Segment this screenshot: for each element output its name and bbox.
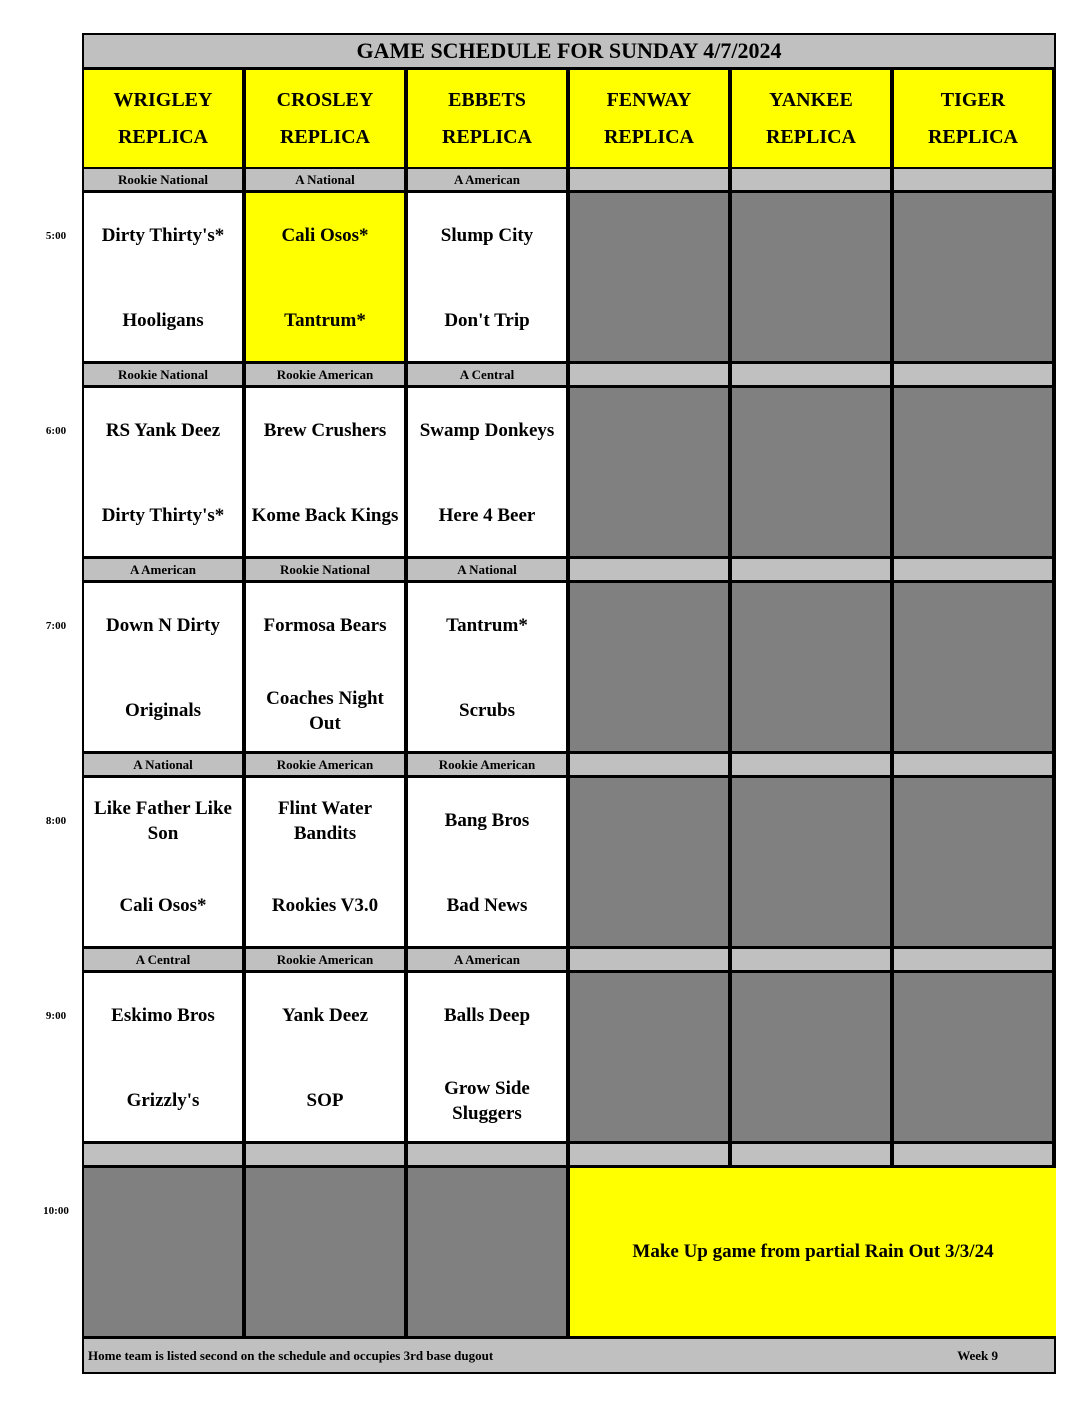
game-cell[interactable] <box>84 388 242 556</box>
venue-sub: REPLICA <box>765 125 856 148</box>
empty-slot <box>570 973 728 1141</box>
division-label: A Central <box>408 364 566 385</box>
venue-header-fenway <box>570 70 728 167</box>
home-team: Cali Osos* <box>119 895 207 916</box>
home-team: Here 4 Beer <box>438 505 536 526</box>
division-blank <box>732 559 890 580</box>
footer-bar <box>84 1339 1054 1372</box>
division-label: A American <box>408 949 566 970</box>
empty-slot <box>894 388 1052 556</box>
division-blank <box>732 1144 890 1165</box>
home-team: Kome Back Kings <box>251 505 399 526</box>
division-blank <box>570 169 728 190</box>
away-team: Like Father Like Son <box>94 797 232 844</box>
home-team: Grow Side Sluggers <box>444 1077 530 1124</box>
home-team: Scrubs <box>459 700 515 721</box>
game-cell[interactable] <box>408 388 566 556</box>
game-cell[interactable] <box>408 973 566 1141</box>
division-blank <box>570 754 728 775</box>
division-label: Rookie American <box>246 754 404 775</box>
time-label: 8:00 <box>45 815 67 827</box>
division-label: Rookie American <box>408 754 566 775</box>
division-label: Rookie National <box>84 364 242 385</box>
division-label: Rookie National <box>246 559 404 580</box>
makeup-note: Make Up game from partial Rain Out 3/3/24 <box>570 1168 1056 1336</box>
empty-slot <box>732 778 890 946</box>
away-team: Balls Deep <box>443 1005 531 1026</box>
empty-slot <box>408 1168 566 1336</box>
time-label: 6:00 <box>45 425 67 437</box>
empty-slot <box>570 778 728 946</box>
away-team: Flint Water Bandits <box>277 797 373 844</box>
home-team: Don't Trip <box>444 310 530 331</box>
game-cell[interactable] <box>84 583 242 751</box>
home-team: Rookies V3.0 <box>271 895 379 916</box>
venue-sub: REPLICA <box>927 125 1018 148</box>
time-label: 5:00 <box>45 230 67 242</box>
empty-slot <box>732 388 890 556</box>
venue-name: YANKEE <box>769 88 853 111</box>
game-cell[interactable] <box>408 193 566 361</box>
away-team: RS Yank Deez <box>105 420 221 441</box>
venue-header-yankee <box>732 70 890 167</box>
division-blank <box>246 1144 404 1165</box>
empty-slot <box>894 583 1052 751</box>
division-label: A Central <box>84 949 242 970</box>
home-team: SOP <box>306 1090 344 1111</box>
game-cell[interactable] <box>246 193 404 361</box>
division-blank <box>894 169 1052 190</box>
time-label: 10:00 <box>43 1205 69 1217</box>
game-cell[interactable] <box>246 973 404 1141</box>
division-blank <box>570 364 728 385</box>
empty-slot <box>570 388 728 556</box>
division-label: Rookie National <box>84 169 242 190</box>
away-team: Down N Dirty <box>106 615 220 636</box>
game-cell[interactable] <box>408 583 566 751</box>
division-blank <box>732 754 890 775</box>
empty-slot <box>732 583 890 751</box>
venue-name: TIGER <box>940 88 1006 111</box>
division-blank <box>570 1144 728 1165</box>
game-cell[interactable] <box>246 388 404 556</box>
division-blank <box>84 1144 242 1165</box>
away-team: Swamp Donkeys <box>419 420 555 441</box>
division-label: A National <box>246 169 404 190</box>
away-team: Tantrum* <box>446 615 528 636</box>
away-team: Slump City <box>440 225 534 246</box>
division-label: A National <box>408 559 566 580</box>
division-blank <box>408 1144 566 1165</box>
schedule-title: GAME SCHEDULE FOR SUNDAY 4/7/2024 <box>84 35 1054 67</box>
venue-sub: REPLICA <box>279 125 370 148</box>
venue-header-tiger <box>894 70 1052 167</box>
week-label: Week 9 <box>957 1347 998 1363</box>
division-blank <box>894 1144 1052 1165</box>
division-label: A National <box>84 754 242 775</box>
empty-slot <box>894 193 1052 361</box>
division-label: A American <box>408 169 566 190</box>
division-blank <box>732 169 890 190</box>
away-team: Eskimo Bros <box>111 1005 215 1026</box>
time-label: 7:00 <box>45 620 67 632</box>
away-team: Yank Deez <box>281 1005 369 1026</box>
away-team: Dirty Thirty's* <box>101 225 225 246</box>
venue-name: CROSLEY <box>276 88 374 111</box>
division-blank <box>894 364 1052 385</box>
division-label: Rookie American <box>246 364 404 385</box>
venue-sub: REPLICA <box>117 125 208 148</box>
schedule-grid <box>82 33 1056 1374</box>
venue-name: EBBETS <box>448 88 526 111</box>
division-blank <box>570 949 728 970</box>
empty-slot <box>84 1168 242 1336</box>
division-label: Rookie American <box>246 949 404 970</box>
empty-slot <box>570 193 728 361</box>
away-team: Cali Osos* <box>281 225 369 246</box>
venue-sub: REPLICA <box>603 125 694 148</box>
empty-slot <box>732 193 890 361</box>
division-blank <box>570 559 728 580</box>
division-blank <box>894 754 1052 775</box>
venue-header-wrigley <box>84 70 242 167</box>
venue-name: WRIGLEY <box>113 88 213 111</box>
footer-note: Home team is listed second on the schedule and occupies 3rd base dugout <box>88 1347 494 1363</box>
away-team: Brew Crushers <box>263 420 387 441</box>
home-team: Dirty Thirty's* <box>101 505 225 526</box>
home-team: Originals <box>124 700 201 721</box>
game-cell[interactable] <box>84 973 242 1141</box>
game-cell[interactable] <box>246 583 404 751</box>
venue-sub: REPLICA <box>441 125 532 148</box>
division-blank <box>894 559 1052 580</box>
home-team: Hooligans <box>122 310 204 331</box>
game-cell[interactable] <box>84 193 242 361</box>
division-blank <box>732 364 890 385</box>
division-blank <box>894 949 1052 970</box>
venue-header-crosley <box>246 70 404 167</box>
home-team: Tantrum* <box>284 310 366 331</box>
empty-slot <box>894 778 1052 946</box>
game-cell[interactable] <box>408 778 566 946</box>
venue-header-ebbets <box>408 70 566 167</box>
division-label: A American <box>84 559 242 580</box>
home-team: Coaches Night Out <box>266 687 384 734</box>
division-blank <box>732 949 890 970</box>
empty-slot <box>570 583 728 751</box>
empty-slot <box>894 973 1052 1141</box>
venue-name: FENWAY <box>606 88 692 111</box>
game-cell[interactable] <box>246 778 404 946</box>
home-team: Grizzly's <box>126 1090 200 1111</box>
away-team: Formosa Bears <box>263 615 387 636</box>
empty-slot <box>732 973 890 1141</box>
away-team: Bang Bros <box>444 810 530 831</box>
home-team: Bad News <box>446 895 528 916</box>
empty-slot <box>246 1168 404 1336</box>
game-cell[interactable] <box>84 778 242 946</box>
time-label: 9:00 <box>45 1010 67 1022</box>
